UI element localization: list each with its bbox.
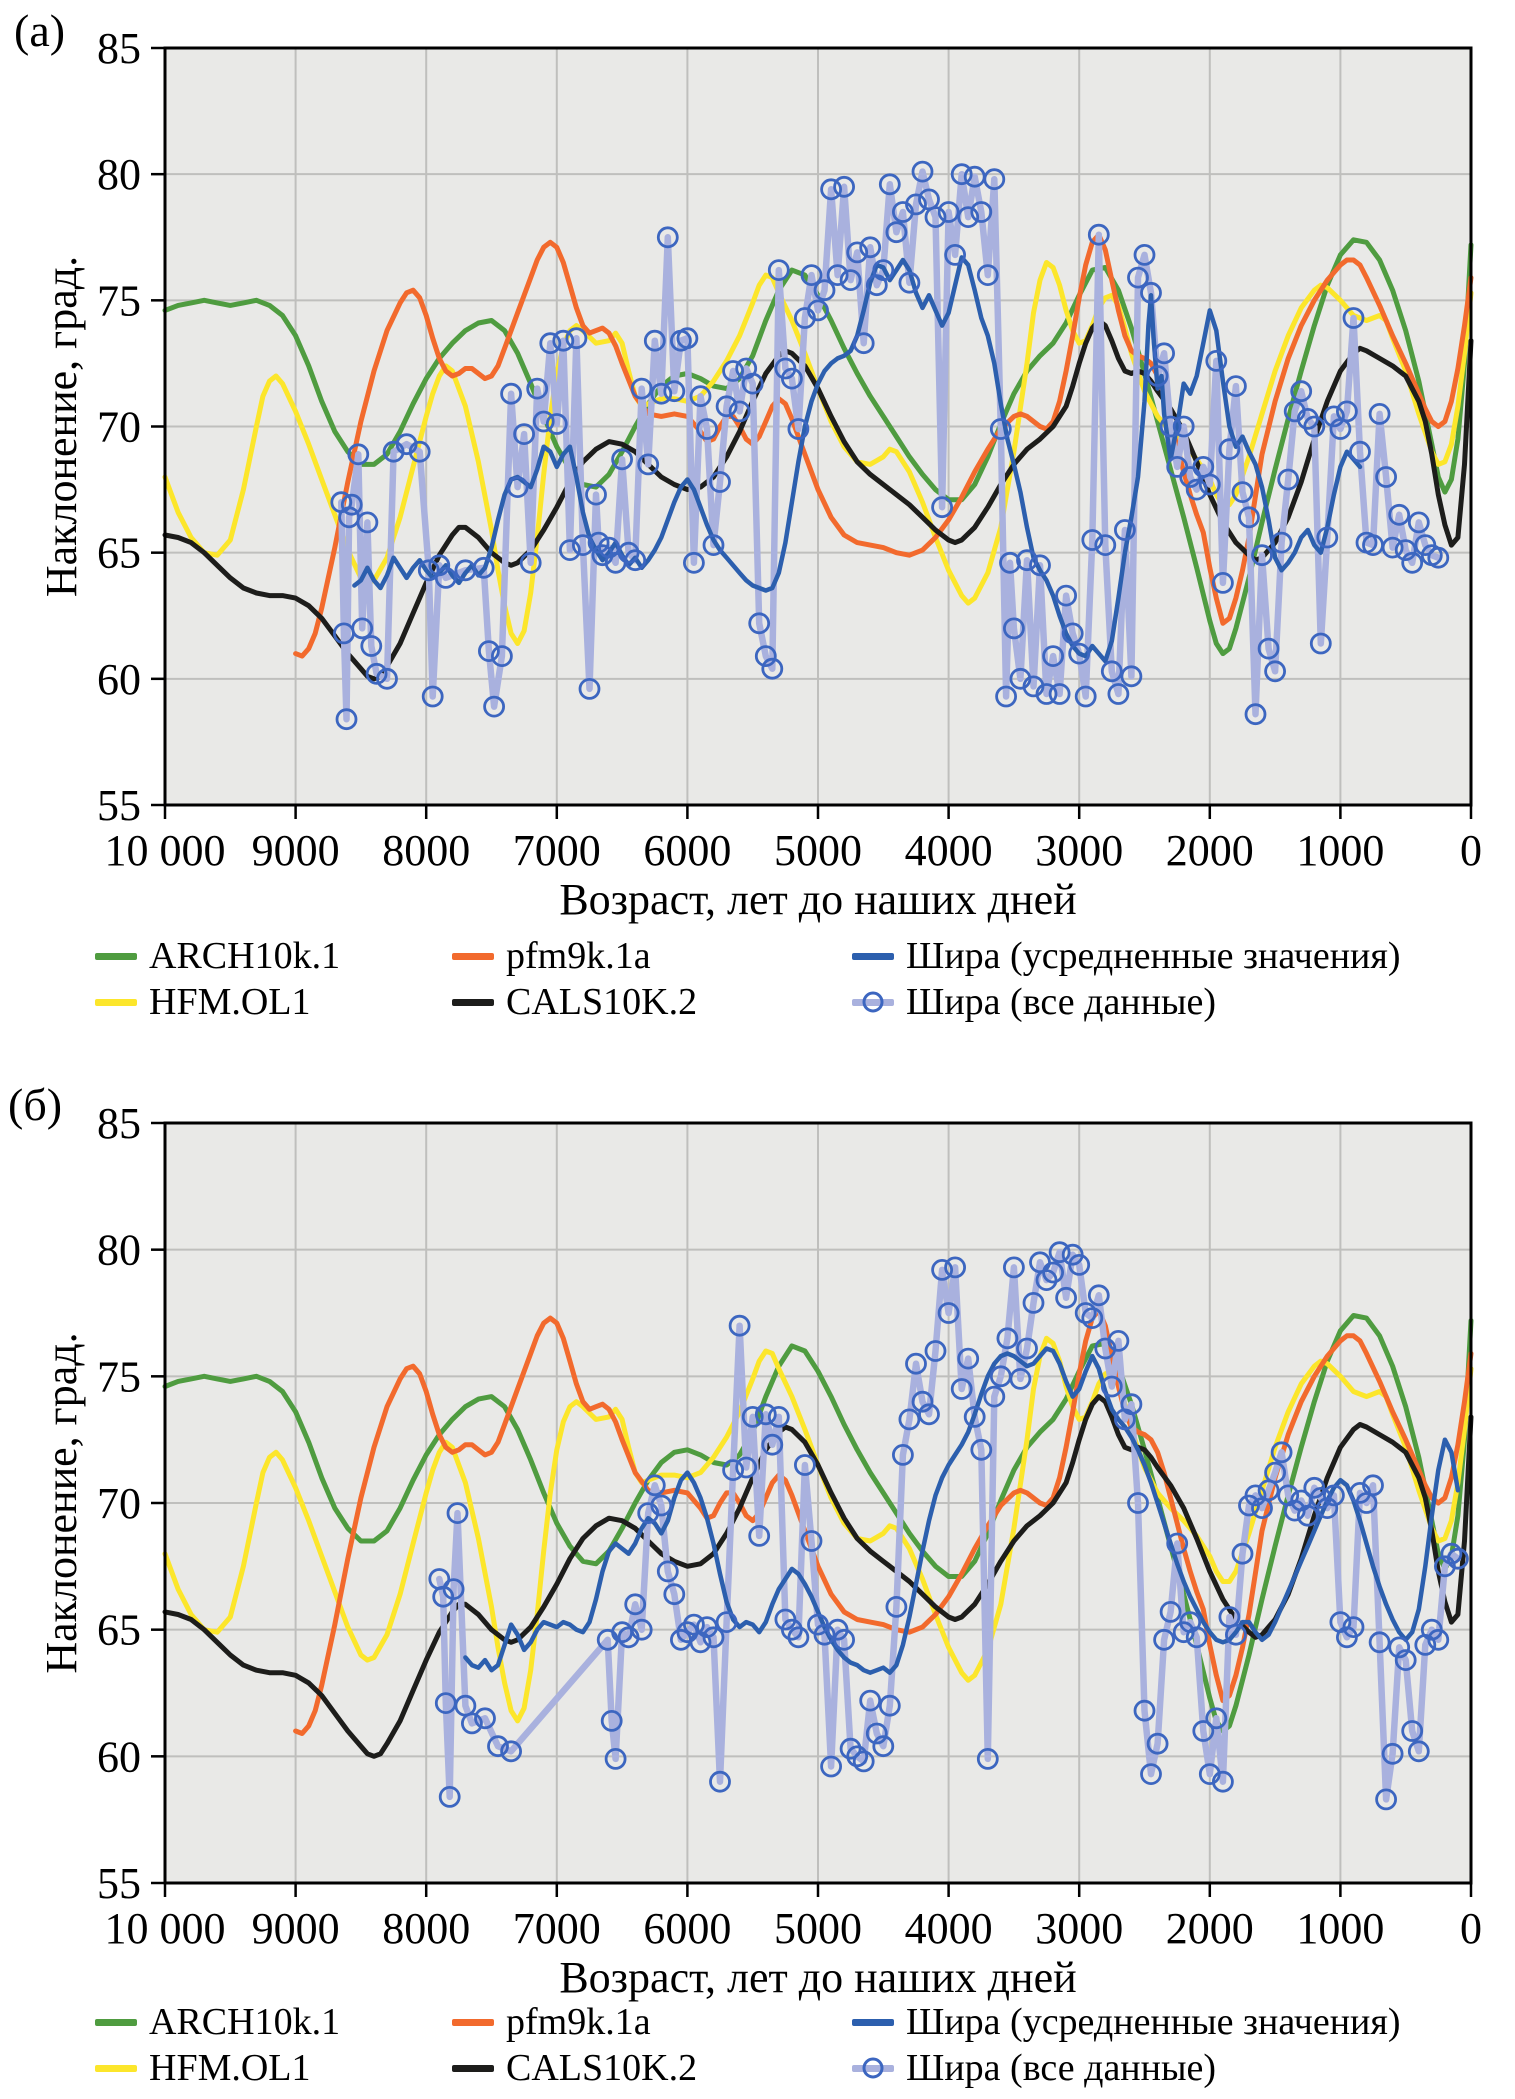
x-axis-tick-label: 5000 bbox=[774, 826, 862, 875]
y-axis-tick-label: 85 bbox=[97, 24, 141, 73]
legend-item-shira-avg bbox=[852, 937, 1485, 975]
y-axis-tick-label: 60 bbox=[97, 654, 141, 704]
legend-item-pfm9k1a bbox=[452, 937, 852, 975]
y-axis-tick-label: 70 bbox=[97, 1479, 141, 1528]
legend-item-cals10k2 bbox=[452, 2049, 852, 2087]
legend-item-pfm9k1a bbox=[452, 2003, 852, 2041]
legend-item-cals10k2 bbox=[452, 983, 852, 1021]
legend-label: HFM.OL1 bbox=[149, 981, 311, 1023]
y-axis-tick-label: 60 bbox=[97, 1732, 141, 1782]
line-swatch-icon bbox=[95, 999, 137, 1006]
y-axis-tick-label: 65 bbox=[97, 528, 141, 578]
line-circle-swatch-icon bbox=[852, 999, 894, 1006]
x-axis-title-panel-a: Возраст, лет до наших дней bbox=[559, 875, 1077, 924]
y-axis-tick-label: 80 bbox=[97, 1225, 141, 1275]
x-axis-tick-label: 2000 bbox=[1165, 1904, 1254, 1953]
y-axis-tick-label: 55 bbox=[97, 781, 141, 830]
x-axis-tick-label: 3000 bbox=[1035, 1904, 1124, 1953]
line-swatch-icon bbox=[95, 2019, 137, 2026]
legend-item-shira-avg bbox=[852, 2003, 1485, 2041]
x-axis-tick-label: 7000 bbox=[512, 1904, 601, 1953]
line-swatch-icon bbox=[452, 999, 494, 1006]
x-axis-tick-label: 4000 bbox=[904, 1904, 993, 1953]
legend-label: CALS10K.2 bbox=[506, 981, 698, 1023]
legend-item-arch10k1 bbox=[95, 937, 452, 975]
x-axis-tick-label: 0 bbox=[1460, 1904, 1482, 1953]
legend-label: HFM.OL1 bbox=[149, 2047, 311, 2089]
legend-item-shira-all bbox=[852, 2049, 1485, 2087]
x-axis-tick-label: 1000 bbox=[1296, 826, 1385, 875]
line-swatch-icon bbox=[852, 2019, 894, 2026]
y-axis-tick-label: 75 bbox=[97, 276, 141, 326]
legend-label: pfm9k.1a bbox=[506, 2001, 651, 2043]
line-swatch-icon bbox=[95, 953, 137, 960]
panel-label-panel-a: (a) bbox=[14, 5, 66, 56]
x-axis-tick-label: 9000 bbox=[251, 826, 340, 875]
x-axis-tick-label: 10 000 bbox=[104, 826, 226, 875]
legend-label: Шира (усредненные значения) bbox=[906, 935, 1401, 977]
y-axis-tick-label: 55 bbox=[97, 1859, 141, 1908]
x-axis-tick-label: 8000 bbox=[382, 826, 471, 875]
legend-label: Шира (усредненные значения) bbox=[906, 2001, 1401, 2043]
legend-label: ARCH10k.1 bbox=[149, 2001, 341, 2043]
y-axis-tick-label: 75 bbox=[97, 1352, 141, 1402]
legend-item-hfm-ol1 bbox=[95, 983, 452, 1021]
legend-label: Шира (все данные) bbox=[906, 2047, 1217, 2089]
x-axis-tick-label: 6000 bbox=[643, 826, 732, 875]
x-axis-tick-label: 3000 bbox=[1035, 826, 1124, 875]
x-axis-tick-label: 10 000 bbox=[104, 1904, 226, 1953]
legend-label: Шира (все данные) bbox=[906, 981, 1217, 1023]
x-axis-tick-label: 8000 bbox=[382, 1904, 471, 1953]
line-swatch-icon bbox=[452, 2019, 494, 2026]
x-axis-tick-label: 7000 bbox=[512, 826, 601, 875]
x-axis-title-panel-b: Возраст, лет до наших дней bbox=[559, 1953, 1077, 2002]
x-axis-tick-label: 6000 bbox=[643, 1904, 732, 1953]
legend-label: CALS10K.2 bbox=[506, 2047, 698, 2089]
x-axis-tick-label: 0 bbox=[1460, 826, 1482, 875]
x-axis-tick-label: 9000 bbox=[251, 1904, 340, 1953]
circle-marker-icon bbox=[863, 992, 884, 1013]
circle-marker-icon bbox=[863, 2058, 884, 2079]
y-axis-tick-label: 65 bbox=[97, 1605, 141, 1655]
line-swatch-icon bbox=[452, 953, 494, 960]
legend-panel-a bbox=[95, 933, 1485, 1025]
x-axis-tick-label: 5000 bbox=[774, 1904, 862, 1953]
x-axis-tick-label: 2000 bbox=[1165, 826, 1254, 875]
y-axis-title-panel-b: Наклонение, град. bbox=[37, 1332, 86, 1674]
line-circle-swatch-icon bbox=[852, 2065, 894, 2072]
legend-panel-b bbox=[95, 1999, 1485, 2091]
line-swatch-icon bbox=[95, 2065, 137, 2072]
legend-label: pfm9k.1a bbox=[506, 935, 651, 977]
y-axis-title-panel-a: Наклонение, град. bbox=[37, 255, 86, 598]
y-axis-tick-label: 70 bbox=[97, 402, 141, 452]
y-axis-tick-label: 85 bbox=[97, 1099, 141, 1148]
line-swatch-icon bbox=[452, 2065, 494, 2072]
x-axis-tick-label: 1000 bbox=[1296, 1904, 1385, 1953]
legend-label: ARCH10k.1 bbox=[149, 935, 341, 977]
legend-item-shira-all bbox=[852, 983, 1485, 1021]
legend-item-hfm-ol1 bbox=[95, 2049, 452, 2087]
y-axis-tick-label: 80 bbox=[97, 150, 141, 200]
x-axis-tick-label: 4000 bbox=[904, 826, 993, 875]
legend-item-arch10k1 bbox=[95, 2003, 452, 2041]
line-swatch-icon bbox=[852, 953, 894, 960]
panel-label-panel-b: (б) bbox=[8, 1079, 63, 1130]
